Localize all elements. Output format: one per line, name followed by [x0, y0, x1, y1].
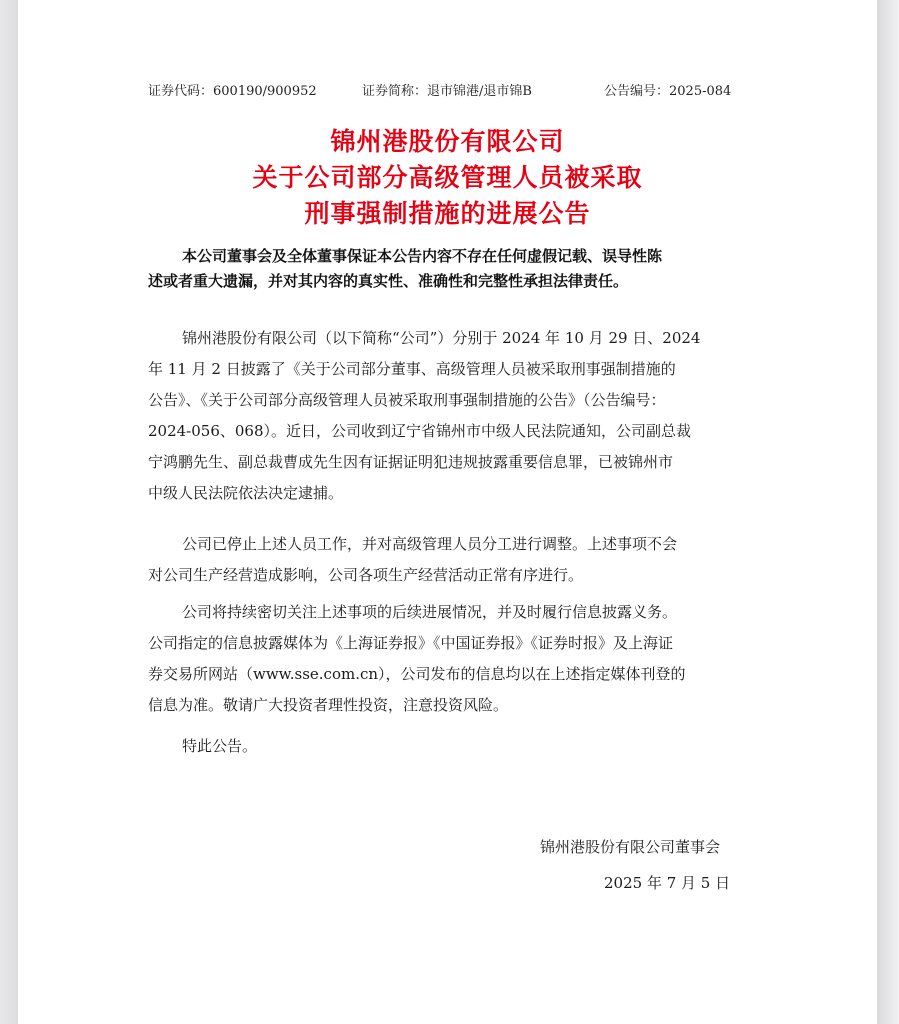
paragraph-line: 公司已停止上述人员工作，并对高级管理人员分工进行调整。上述事项不会	[182, 535, 678, 553]
title-line-2: 关于公司部分高级管理人员被采取	[252, 163, 643, 192]
title-line-1: 锦州港股份有限公司	[330, 127, 565, 156]
statement-line-2: 述或者重大遗漏，并对其内容的真实性、准确性和完整性承担法律责任。	[148, 272, 629, 290]
paragraph-line: 公司将持续密切关注上述事项的后续进展情况，并及时履行信息披露义务。	[182, 603, 678, 621]
page-edge-right	[877, 0, 899, 1024]
signature-date: 2025 年 7 月 5 日	[604, 874, 731, 892]
paragraph-line: 公告》、《关于公司部分高级管理人员被采取刑事强制措施的公告》（公告编号：	[148, 391, 666, 409]
board-statement	[148, 244, 748, 294]
paragraph-2	[148, 529, 752, 591]
paragraph-1	[148, 323, 752, 509]
title-line-3: 刑事强制措施的进展公告	[304, 199, 591, 228]
signature-org: 锦州港股份有限公司董事会	[540, 838, 721, 856]
page-edge-left	[0, 0, 18, 1024]
paragraph-line: 券交易所网站（www.sse.com.cn），公司发布的信息均以在上述指定媒体刊登的	[148, 665, 686, 683]
paragraph-line: 宁鸿鹏先生、副总裁曹成先生因有证据证明犯违规披露重要信息罪，已被锦州市	[148, 453, 674, 471]
paragraph-line: 信息为准。敬请广大投资者理性投资，注意投资风险。	[148, 696, 509, 714]
paragraph-4	[148, 731, 752, 762]
statement-line-1: 本公司董事会及全体董事保证本公告内容不存在任何虚假记载、误导性陈	[182, 247, 663, 265]
document-page	[18, 0, 877, 1024]
paragraph-line: 2024-056、068）。近日，公司收到辽宁省锦州市中级人民法院通知，公司副总裁	[148, 422, 692, 440]
security-short-name: 证券简称：退市锦港/退市锦B	[362, 84, 532, 99]
security-code: 证券代码：600190/900952	[148, 84, 317, 99]
paragraph-line: 对公司生产经营造成影响，公司各项生产经营活动正常有序进行。	[148, 566, 584, 584]
paragraph-line: 公司指定的信息披露媒体为《上海证券报》《中国证券报》《证券时报》及上海证	[148, 634, 674, 652]
paragraph-line: 中级人民法院依法决定逮捕。	[148, 484, 344, 502]
notice-number: 公告编号：2025-084	[604, 84, 732, 99]
paragraph-line: 年 11 月 2 日披露了《关于公司部分董事、高级管理人员被采取刑事强制措施的	[148, 360, 676, 378]
notice-meta-row	[18, 80, 877, 100]
paragraph-line: 特此公告。	[182, 737, 258, 755]
paragraph-3	[148, 597, 752, 721]
paragraph-line: 锦州港股份有限公司（以下简称“公司”）分别于 2024 年 10 月 29 日、2024	[182, 329, 701, 347]
